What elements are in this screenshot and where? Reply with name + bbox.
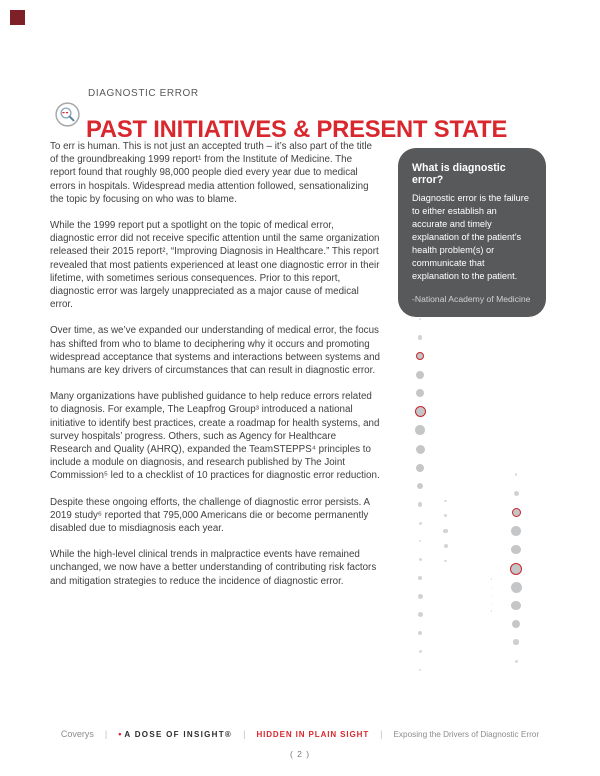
gray-dot [444,544,448,548]
footer-publication-label: A DOSE OF INSIGHT® [124,730,233,739]
gray-dot [511,545,521,555]
paragraph: While the high-level clinical trends in malpractice events have remained unchanged, we now have a better understanding of contributing risk factors and mitigation strategies to reduce the incidence of diagnostic error. [50,549,377,587]
gray-dot [419,540,422,543]
paragraph: Many organizations have published guidance to help reduce errors related to diagnosis. For example, The Leapfrog Group³ introduced a national initiative to identify best practices, create a roadmap for health systems, and survey hospitals’ progress. Others, such as Agency for Healthcare Research and Quality (AHRQ), expanded the TeamSTEPPS⁴ principles to include a module on diagnosis, and research published by The Joint Commission⁵ led to a checklist of 10 practices for diagnostic error reduction. [50,391,380,482]
callout-body: Diagnostic error is the failure to either establish an accurate and timely explanation of the patient’s health problem(s) or communicate that explanation to the patient. [412,193,529,281]
gray-dot [444,560,447,563]
footer-tagline: Exposing the Drivers of Diagnostic Error [393,729,540,739]
callout-title: What is diagnostic error? [412,162,506,186]
magnifier-icon [55,102,80,127]
article-body [50,140,380,601]
corner-accent-square [10,10,25,25]
gray-dot [491,595,493,597]
gray-dot [417,483,424,490]
ring-dot [415,406,426,417]
page-title: PAST INITIATIVES & PRESENT STATE [86,116,508,144]
footer-separator: | [380,729,383,739]
gray-dot [419,522,422,525]
gray-dot [491,578,493,580]
gray-dot [418,335,423,340]
ring-dot [416,352,425,361]
callout-attribution: -National Academy of Medicine [412,294,531,304]
footer [0,729,600,739]
paragraph: While the 1999 report put a spotlight on the topic of medical error, diagnostic error did not receive specific attention until the same organization released their 2015 report², “Improving Diagnosis in Healthcare.” This report revealed that most patients experienced at least one diagnostic error in their lifetime, with sometimes serious consequences. Prior to this report, diagnostic error was largely unappreciated as a major cause of medical error. [50,220,380,311]
gray-dot [418,502,423,507]
gray-dot [416,389,425,398]
gray-dot [416,464,424,472]
gray-dot [416,371,424,379]
paragraph: Despite these ongoing efforts, the challenge of diagnostic error persists. A 2019 study⁶ reported that 795,000 Americans die or become permanently disabled due to misdiagnosis each year. [50,496,370,535]
footer-brand-coverys: Coverys [60,729,94,739]
gray-dot [512,620,520,628]
footer-series-title: HIDDEN IN PLAIN SIGHT [256,729,370,739]
paragraph: Over time, as we’ve expanded our understanding of medical error, the focus has shifted from who to blame to deciphering why it occurs and promoting widespread acceptance that systems and interactions between systems and humans are key drivers of circumstances that can result in diagnostic error. [50,325,381,377]
gray-dot [418,612,423,617]
ring-dot [512,508,521,517]
footer-separator: | [243,729,246,739]
gray-dot [418,594,423,599]
red-bullet-icon: • [118,729,122,739]
page-number: ( 2 ) [289,749,311,759]
footer-separator: | [104,729,108,739]
gray-dot [444,514,448,518]
gray-dot [418,576,423,581]
gray-dot [415,425,425,435]
definition-callout [398,148,546,317]
gray-dot [419,558,422,561]
section-kicker: DIAGNOSTIC ERROR [88,88,199,99]
gray-dot [491,603,493,605]
gray-dot [511,582,522,593]
gray-dot [443,529,448,534]
gray-dot [511,526,521,536]
gray-dot [513,639,519,645]
gray-dot [491,587,493,589]
gray-dot [419,318,422,321]
gray-dot [511,601,521,611]
gray-dot [514,491,519,496]
gray-dot [419,650,422,653]
ring-dot [510,563,522,575]
gray-dot [515,660,518,663]
gray-dot [416,445,425,454]
footer-publication [118,729,232,739]
gray-dot [444,500,447,503]
gray-dot [491,610,493,612]
gray-dot [419,669,421,671]
gray-dot [418,631,423,636]
paragraph: To err is human. This is not just an accepted truth – it’s also part of the title of the groundbreaking 1999 report¹ from the Institute of Medicine. The report found that roughly 98,000 people died every year due to medical errors in hospitals. Widespread media attention followed, sensationalizing the topic by focusing on who was to blame. [50,141,373,205]
gray-dot [515,473,518,476]
